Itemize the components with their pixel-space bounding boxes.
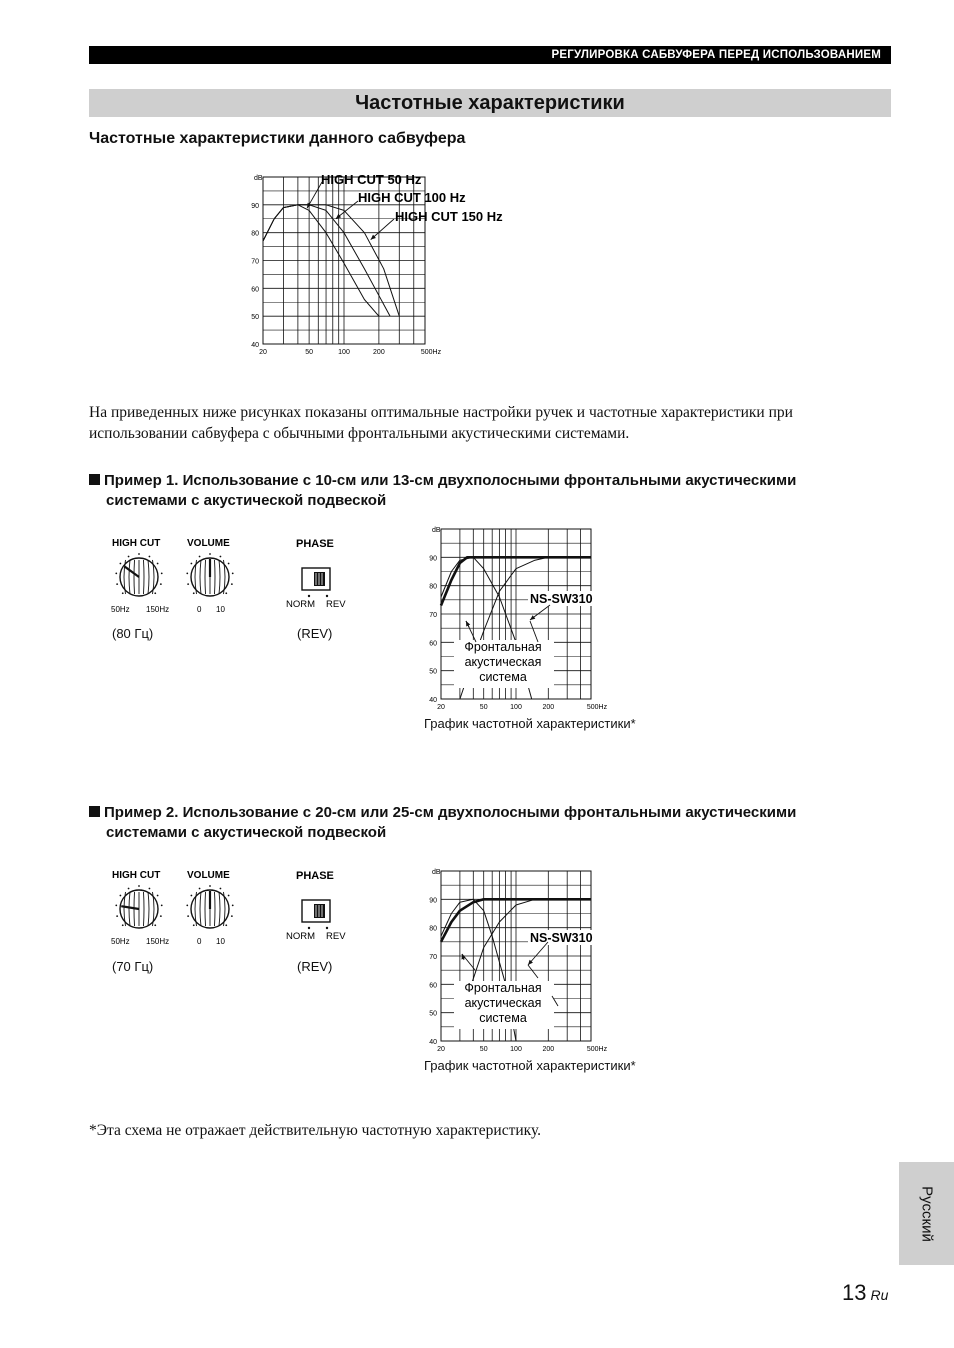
high-cut-max-label: 150Hz — [146, 605, 170, 614]
x-tick-label: 100 — [510, 704, 522, 711]
x-tick-label: 500Hz — [586, 1046, 608, 1053]
knob-tick — [193, 592, 195, 594]
page-number — [842, 1280, 888, 1306]
knob-grip — [205, 560, 206, 594]
arrow-head-icon — [461, 954, 465, 959]
y-tick-label: 60 — [251, 286, 259, 294]
intro-paragraph: На приведенных ниже рисунках показаны оптимальные настройки ручек и частотные характеристики при использовании сабвуфера с обычными фронтальными акустическими системами. — [89, 404, 793, 442]
knob-tick — [228, 563, 230, 565]
knob-tick — [116, 915, 118, 917]
knob-tick — [115, 905, 117, 907]
x-tick-label: 100 — [338, 349, 350, 356]
example-2-chart-caption: График частотной характеристики* — [424, 1058, 636, 1073]
high-cut-knob — [115, 885, 162, 928]
example-1-controls — [100, 530, 370, 625]
chart-highcut — [244, 168, 534, 360]
y-tick-label: 40 — [429, 697, 437, 704]
volume-knob — [186, 885, 233, 928]
y-axis-label: dB — [432, 527, 441, 534]
knob-tick — [161, 905, 163, 907]
x-tick-label: 20 — [259, 349, 267, 356]
x-tick-label: 50 — [479, 704, 488, 711]
knob-grip — [144, 560, 145, 594]
example-2-title-line1: Пример 2. Использование с 20-см или 25-см двухполосными фронтальными акустическими — [104, 804, 797, 821]
knob-tick — [128, 556, 130, 558]
x-tick-label: 500Hz — [420, 349, 442, 356]
knob-tick — [119, 563, 121, 565]
knob-tick — [225, 592, 227, 594]
annotation-high-cut-150: HIGH CUT 150 Hz — [395, 209, 503, 224]
x-tick-label: 20 — [437, 1046, 445, 1053]
knob-tick — [122, 924, 124, 926]
knob-grip — [144, 892, 145, 926]
y-tick-label: 80 — [429, 583, 437, 591]
arrow-head-icon — [530, 615, 535, 620]
x-tick-label: 200 — [542, 704, 555, 711]
knob-grip — [215, 560, 216, 594]
knob-tick — [225, 924, 227, 926]
example-2-title — [89, 803, 889, 843]
example-1-title-line1: Пример 1. Использование с 10-см или 13-см двухполосными фронтальными акустическими — [104, 472, 797, 489]
knob-tick — [220, 556, 222, 558]
knob-tick — [190, 895, 192, 897]
example-2-controls — [100, 862, 370, 957]
language-tab-label: Русский — [918, 1185, 935, 1242]
knob-tick — [149, 888, 151, 890]
x-tick-label: 100 — [510, 1046, 522, 1053]
high-cut-max-label: 150Hz — [146, 937, 170, 946]
header-title: РЕГУЛИРОВКА САБВУФЕРА ПЕРЕД ИСПОЛЬЗОВАНИЕМ — [551, 49, 881, 61]
phase-norm-dot — [308, 595, 310, 597]
y-tick-label: 90 — [429, 555, 437, 563]
y-tick-label: 40 — [429, 1039, 437, 1046]
annotation-front-line3: система — [479, 1011, 527, 1025]
x-tick-label: 50 — [305, 349, 314, 356]
header-bar — [89, 46, 891, 64]
phase-switch — [302, 900, 330, 929]
knob-tick — [122, 592, 124, 594]
volume-knob — [186, 553, 233, 596]
phase-switch — [302, 568, 330, 597]
y-tick-label: 70 — [429, 954, 437, 961]
example-1-chart-caption: График частотной характеристики* — [424, 716, 636, 731]
y-tick-label: 50 — [251, 314, 259, 322]
annotation-front-line3: система — [479, 670, 527, 684]
example-1-title — [89, 471, 889, 511]
knob-tick — [190, 563, 192, 565]
example-2-highcut-setting: (70 Гц) — [112, 959, 154, 974]
knob-tick — [209, 553, 211, 555]
knob-tick — [228, 895, 230, 897]
x-tick-label: 200 — [542, 1046, 555, 1053]
y-tick-label: 50 — [429, 668, 437, 676]
knob-grip — [215, 892, 216, 926]
annotation-high-cut-100: HIGH CUT 100 Hz — [358, 190, 466, 205]
example-1-phase-setting: (REV) — [297, 626, 333, 641]
bullet-square-icon — [89, 474, 100, 485]
annotation-ns-sw310: NS-SW310 — [530, 592, 593, 606]
knob-tick — [138, 553, 140, 555]
y-tick-label: 40 — [251, 342, 259, 349]
knob-tick — [128, 888, 130, 890]
knob-tick — [154, 592, 156, 594]
y-tick-label: 70 — [429, 612, 437, 619]
knob-tick — [154, 924, 156, 926]
high-cut-knob — [115, 553, 162, 596]
annotation-leader-line — [528, 965, 538, 978]
x-tick-label: 20 — [437, 704, 445, 711]
knob-tick — [186, 905, 188, 907]
y-axis-label: dB — [254, 175, 263, 182]
y-tick-label: 80 — [251, 230, 259, 238]
high-cut-min-label: 50Hz — [111, 937, 130, 946]
phase-rev-label: REV — [326, 599, 346, 610]
phase-norm-dot — [308, 927, 310, 929]
knob-tick — [186, 573, 188, 575]
knob-tick — [199, 888, 201, 890]
volume-min-label: 0 — [197, 605, 202, 614]
chart-example-1 — [418, 524, 618, 714]
knob-tick — [160, 583, 162, 585]
x-tick-label: 50 — [479, 1046, 488, 1053]
phase-norm-label: NORM — [286, 931, 316, 942]
knob-tick — [161, 573, 163, 575]
high-cut-min-label: 50Hz — [111, 605, 130, 614]
knob-tick — [193, 924, 195, 926]
subtitle: Частотные характеристики данного сабвуфера — [89, 130, 466, 147]
knob-tick — [160, 915, 162, 917]
footnote: *Эта схема не отражает действительную частотную характеристику. — [89, 1122, 542, 1139]
knob-tick — [157, 563, 159, 565]
annotation-front-line2: акустическая — [464, 996, 542, 1010]
x-tick-label: 200 — [373, 349, 385, 356]
y-tick-label: 90 — [429, 897, 437, 905]
knob-tick — [138, 885, 140, 887]
chart-example-2 — [418, 866, 618, 1056]
knob-tick — [231, 583, 233, 585]
y-tick-label: 50 — [429, 1010, 437, 1018]
knob-tick — [232, 905, 234, 907]
knob-tick — [232, 573, 234, 575]
high-cut-label: HIGH CUT — [112, 870, 161, 881]
y-tick-label: 70 — [251, 258, 259, 266]
knob-tick — [116, 583, 118, 585]
annotation-front-line2: акустическая — [464, 655, 542, 669]
knob-tick — [187, 915, 189, 917]
knob-tick — [157, 895, 159, 897]
page-number-value: 13 — [842, 1280, 867, 1305]
volume-min-label: 0 — [197, 937, 202, 946]
knob-tick — [115, 573, 117, 575]
volume-label: VOLUME — [187, 870, 230, 881]
knob-tick — [187, 583, 189, 585]
y-tick-label: 80 — [429, 925, 437, 933]
knob-tick — [149, 556, 151, 558]
knob-tick — [220, 888, 222, 890]
knob-tick — [119, 895, 121, 897]
example-2-phase-setting: (REV) — [297, 959, 333, 974]
y-tick-label: 60 — [429, 640, 437, 648]
phase-label: PHASE — [296, 538, 334, 550]
page-number-lang: Ru — [870, 1287, 889, 1303]
phase-rev-dot — [326, 595, 328, 597]
knob-tick — [231, 915, 233, 917]
volume-max-label: 10 — [216, 605, 225, 614]
section-title: Частотные характеристики — [89, 89, 891, 117]
x-tick-label: 500Hz — [586, 704, 608, 711]
y-tick-label: 90 — [251, 202, 259, 210]
knob-grip — [205, 892, 206, 926]
knob-grip — [134, 560, 135, 594]
example-2-title-line2: системами с акустической подвеской — [106, 824, 387, 841]
phase-rev-label: REV — [326, 931, 346, 942]
volume-max-label: 10 — [216, 937, 225, 946]
language-tab — [899, 1162, 954, 1265]
annotation-leader-line — [530, 621, 538, 642]
y-axis-label: dB — [432, 869, 441, 876]
annotation-front-line1: Фронтальная — [464, 640, 542, 654]
annotation-front-line1: Фронтальная — [464, 981, 542, 995]
phase-label: PHASE — [296, 870, 334, 882]
example-1-highcut-setting: (80 Гц) — [112, 626, 154, 641]
knob-tick — [209, 885, 211, 887]
annotation-ns-sw310: NS-SW310 — [530, 931, 593, 945]
y-tick-label: 60 — [429, 982, 437, 990]
bullet-square-icon — [89, 806, 100, 817]
example-1-title-line2: системами с акустической подвеской — [106, 492, 387, 509]
annotation-high-cut-50: HIGH CUT 50 Hz — [321, 172, 422, 187]
phase-rev-dot — [326, 927, 328, 929]
volume-label: VOLUME — [187, 538, 230, 549]
phase-norm-label: NORM — [286, 599, 316, 610]
high-cut-label: HIGH CUT — [112, 538, 161, 549]
knob-tick — [199, 556, 201, 558]
